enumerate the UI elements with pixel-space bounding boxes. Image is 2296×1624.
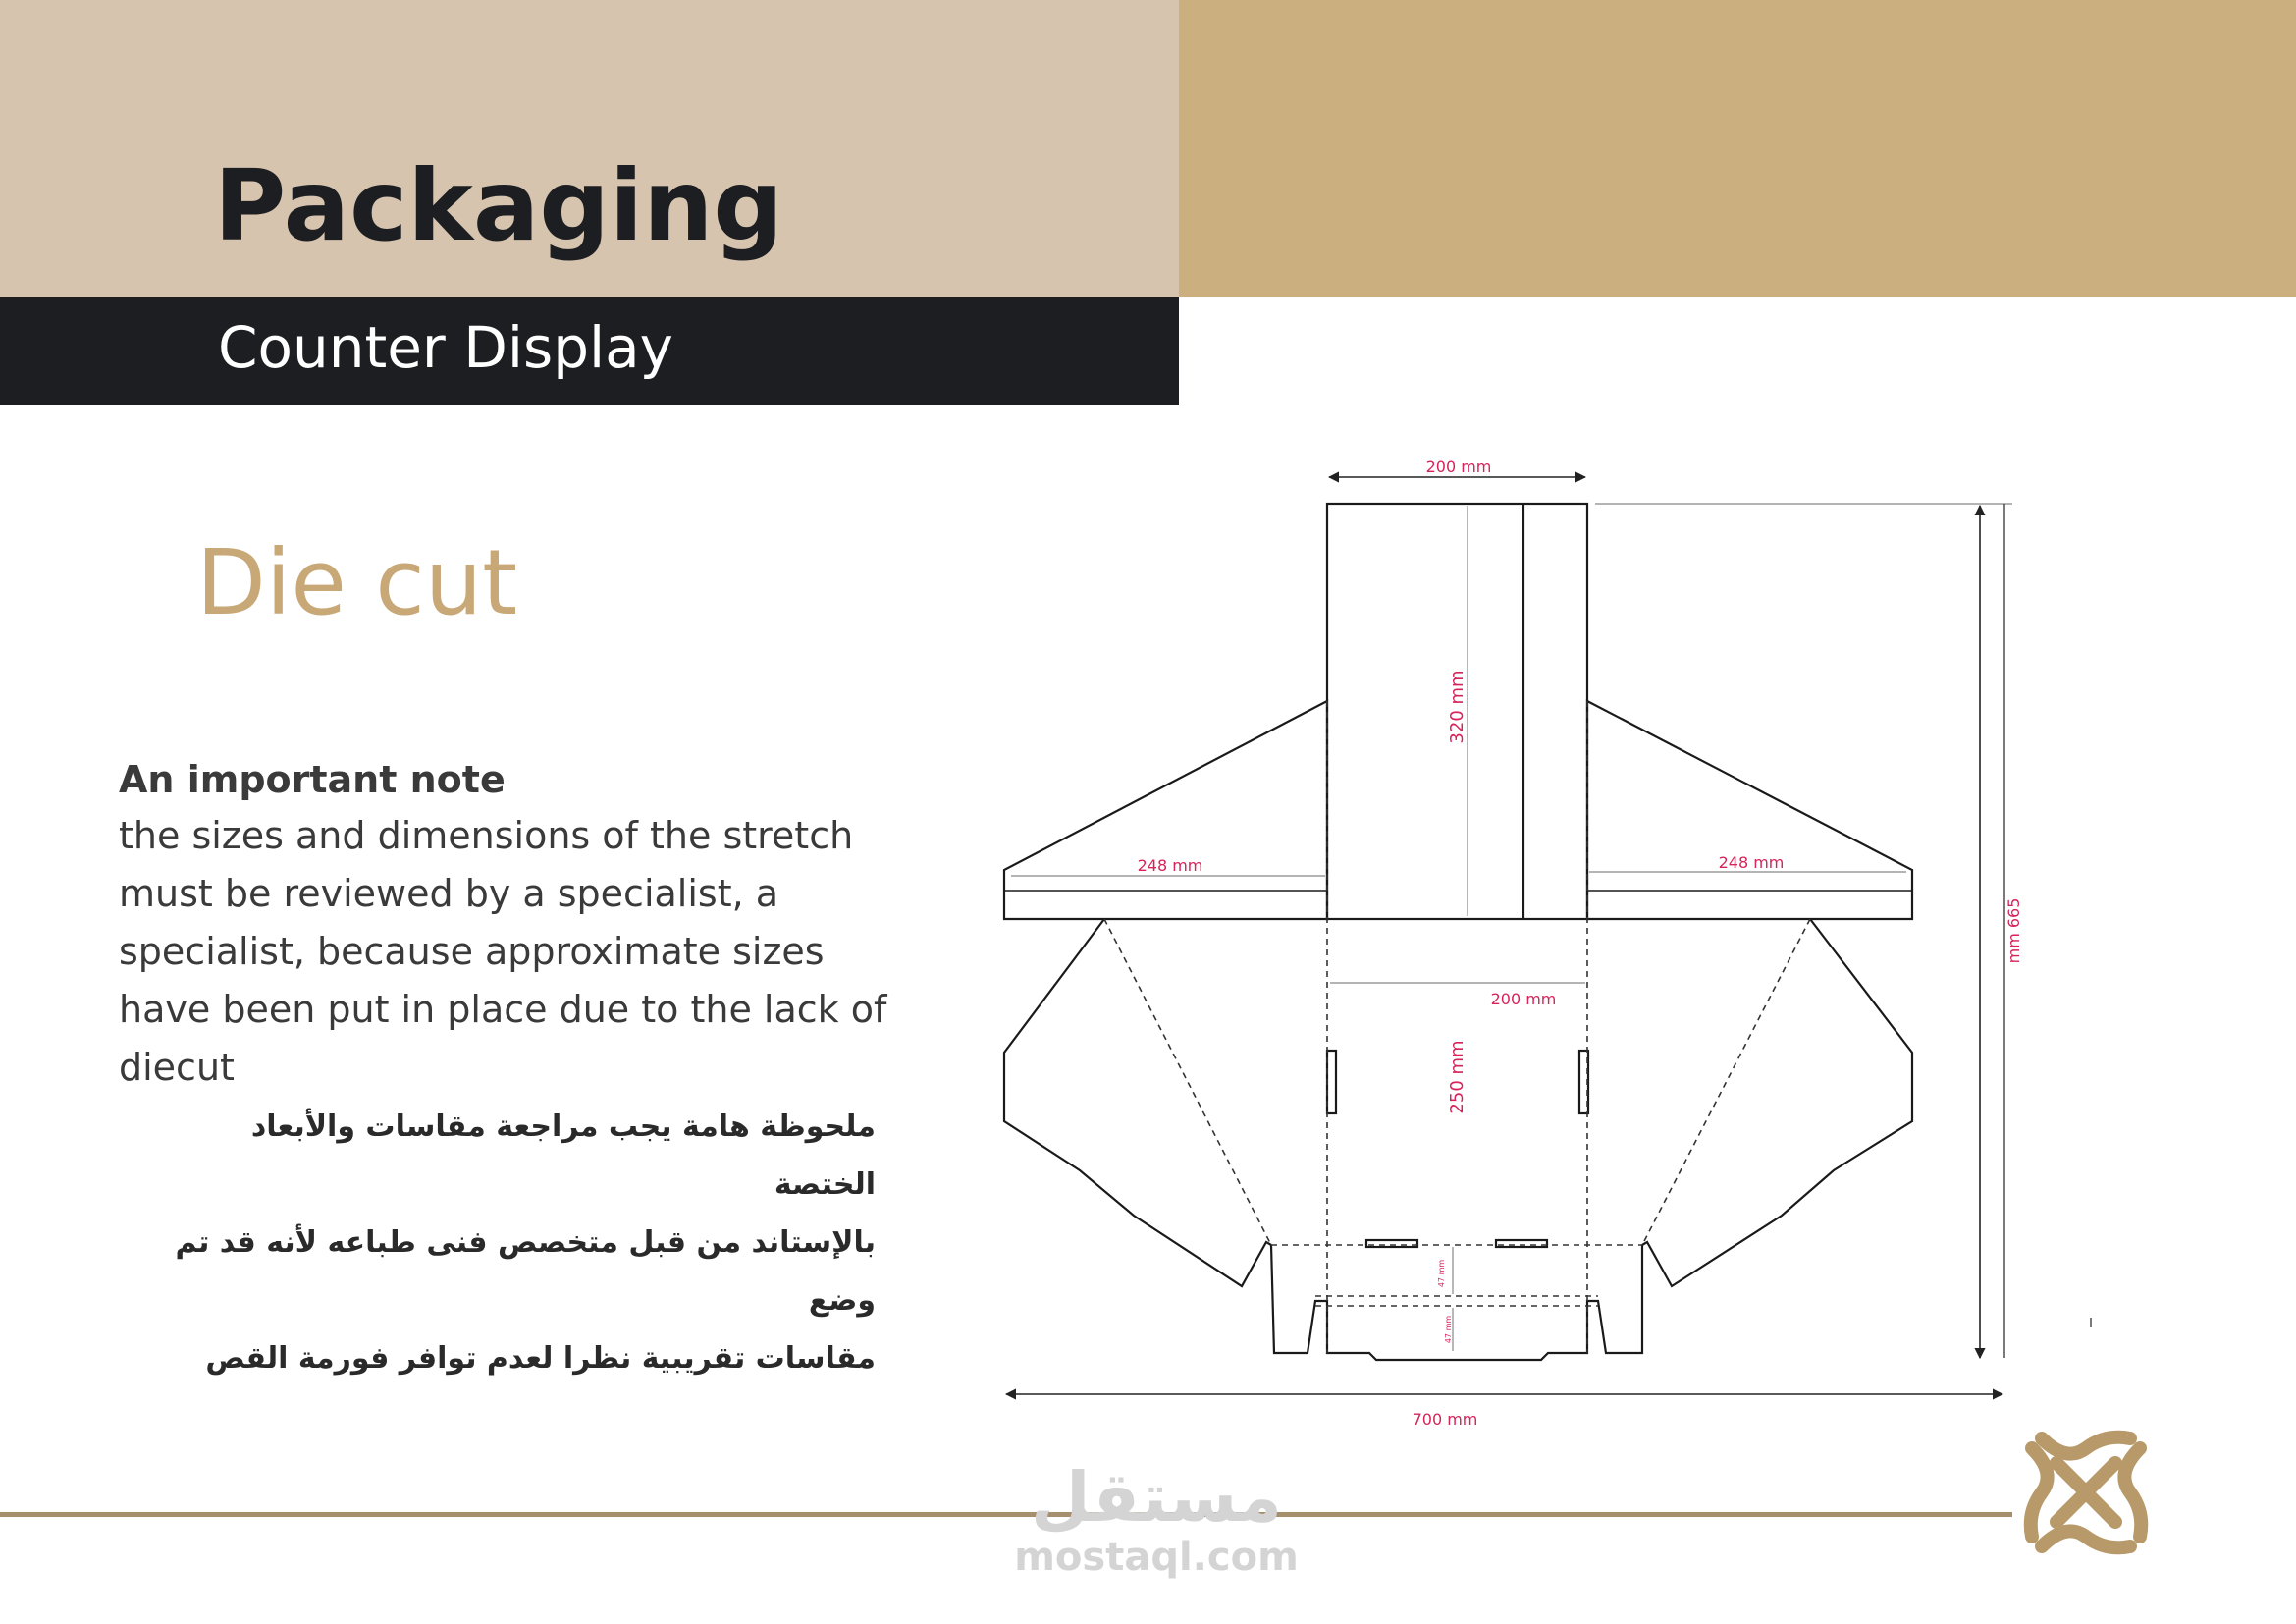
dim-wing-left: 248 mm [1137,856,1203,875]
watermark [1009,1457,1304,1580]
left-wing [1004,701,1327,919]
dim-top-width: 200 mm [1425,458,1492,476]
note-arabic-line: بالإستاند من قبل متخصص فنى طباعه لأنه قد تم وضع [175,1225,876,1318]
dim-total-height: mm 665 [2004,897,2023,964]
dim-tab-2: 47 mm [1444,1315,1453,1344]
slot-bottom-left [1366,1240,1417,1247]
section-title: Die cut [196,530,518,635]
left-side-flap [1004,919,1271,1286]
page-title: Packaging [214,148,783,263]
slot-bottom-right [1496,1240,1547,1247]
note-body: the sizes and dimensions of the stretch must be reviewed by a specialist, a specialist, because approximate sizes have been put in place due to the lack of diecut [119,814,887,1089]
note-arabic-line: مقاسات تقريبية نظرا لعدم توافر فورمة القص [205,1341,876,1376]
dim-mid-width: 200 mm [1490,990,1557,1008]
interlocking-knot-logo-icon [2012,1419,2160,1566]
note-arabic-line: ملحوظة هامة يجب مراجعة مقاسات والأبعاد الختصة [250,1110,876,1202]
watermark-arabic: مستقل [1030,1457,1282,1538]
note-heading: An important note [119,758,506,801]
dim-total-width: 700 mm [1412,1410,1478,1429]
dim-tab-1: 47 mm [1437,1259,1446,1288]
slot-left [1327,1051,1336,1113]
right-wing [1587,701,1912,919]
page-subtitle: Counter Display [218,314,673,381]
dim-mid-height: 250 mm [1447,1040,1468,1114]
dim-top-height: 320 mm [1447,670,1468,744]
dim-wing-right: 248 mm [1718,853,1785,872]
right-side-flap [1642,919,1912,1286]
watermark-latin: mostaql.com [1014,1535,1299,1580]
footer-rule [0,1512,2012,1517]
